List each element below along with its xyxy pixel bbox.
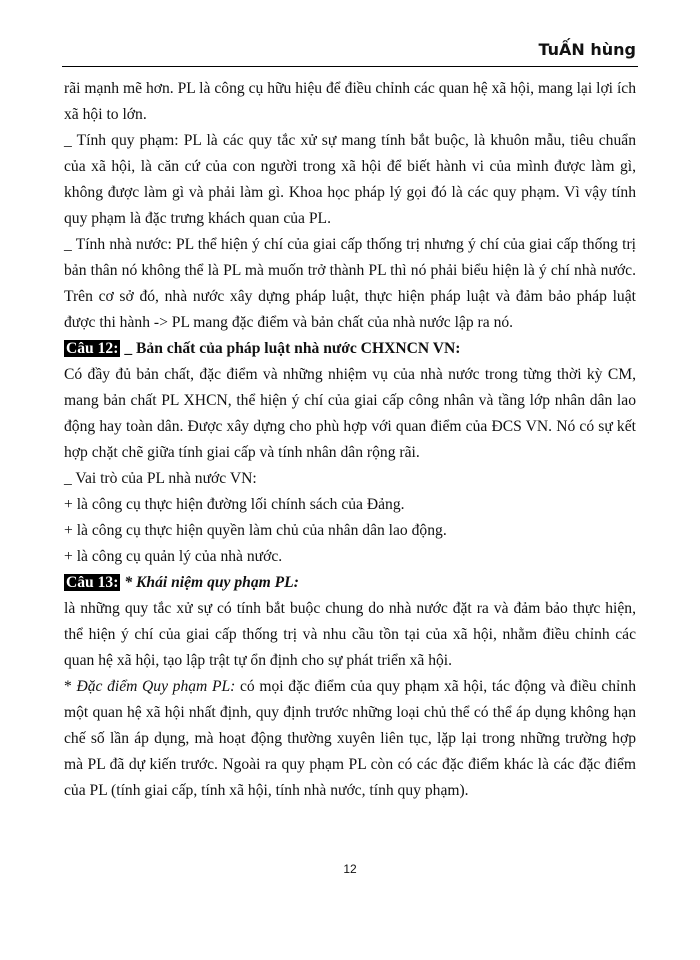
question-13-heading bbox=[64, 570, 636, 596]
question-label: Câu 12: bbox=[66, 340, 119, 357]
paragraph-text: có mọi đặc điểm của quy phạm xã hội, tác động và điều chỉnh một quan hệ xã hội nhất định, quy định trước những loại chủ thể có thể áp dụng không hạn chế số lần áp dụng, mà hoạt động thường xuyên liên tục, lặp lại trong những trường hợp mà PL đã dự kiến trước. Ngoài ra quy phạm PL còn có các đặc điểm khác là các đặc điểm của PL (tính giai cấp, tính xã hội, tính nhà nước, tính quy phạm). bbox=[64, 678, 636, 799]
document-body bbox=[64, 76, 636, 804]
question-title: * Khái niệm quy phạm PL: bbox=[120, 574, 299, 591]
paragraph: rãi mạnh mẽ hơn. PL là công cụ hữu hiệu để điều chỉnh các quan hệ xã hội, mang lại lợi ích xã hội to lớn. bbox=[64, 80, 636, 123]
paragraph: _ Vai trò của PL nhà nước VN: bbox=[64, 470, 257, 487]
page-number: 12 bbox=[343, 862, 357, 876]
paragraph: _ Tính nhà nước: PL thể hiện ý chí của giai cấp thống trị nhưng ý chí của giai cấp thống trị bản thân nó không thể là PL mà muốn trở thành PL thì nó phải biểu hiện là ý chí nhà nước. Trên cơ sở đó, nhà nước xây dựng pháp luật, thực hiện pháp luật và đảm bảo pháp luật được thi hành -> PL mang đặc điểm và bản chất của nhà nước lập ra nó. bbox=[64, 236, 636, 331]
question-label: Câu 13: bbox=[66, 574, 119, 591]
paragraph: _ Tính quy phạm: PL là các quy tắc xử sự mang tính bắt buộc, là khuôn mẫu, tiêu chuẩn của xã hội, là căn cứ của con người trong xã hội để biết hành vi của mình được làm gì, không được làm gì và phải làm gì. Khoa học pháp lý gọi đó là các quy phạm. Vì vậy tính quy phạm là đặc trưng khách quan của PL. bbox=[64, 132, 636, 227]
bullet-prefix: * bbox=[64, 678, 77, 695]
paragraph: là những quy tắc xử sự có tính bắt buộc chung do nhà nước đặt ra và đảm bảo thực hiện, thể hiện ý chí của giai cấp thống trị và nhu cầu tồn tại của xã hội, nhằm điều chỉnh các quan hệ xã hội, tạo lập trật tự ổn định cho sự phát triển xã hội. bbox=[64, 600, 636, 669]
list-item: + là công cụ quản lý của nhà nước. bbox=[64, 548, 283, 565]
question-12-heading bbox=[64, 336, 636, 362]
paragraph bbox=[64, 674, 636, 804]
paragraph: Có đầy đủ bản chất, đặc điểm và những nhiệm vụ của nhà nước trong từng thời kỳ CM, mang bản chất PL XHCN, thể hiện ý chí của giai cấp công nhân và tầng lớp nhân dân lao động hay toàn dân. Được xây dựng cho phù hợp với quan điểm của ĐCS VN. Nó có sự kết hợp chặt chẽ giữa tính giai cấp và tính nhân dân rộng rãi. bbox=[64, 366, 636, 461]
list-item: + là công cụ thực hiện quyền làm chủ của nhân dân lao động. bbox=[64, 522, 447, 539]
page-header-author: TuẤN hùng bbox=[538, 40, 636, 59]
question-title: _ Bản chất của pháp luật nhà nước CHXNCN VN: bbox=[120, 340, 461, 357]
list-item: + là công cụ thực hiện đường lối chính sách của Đảng. bbox=[64, 496, 405, 513]
header-rule bbox=[62, 66, 638, 67]
italic-term: Đặc điểm Quy phạm PL: bbox=[76, 678, 236, 695]
